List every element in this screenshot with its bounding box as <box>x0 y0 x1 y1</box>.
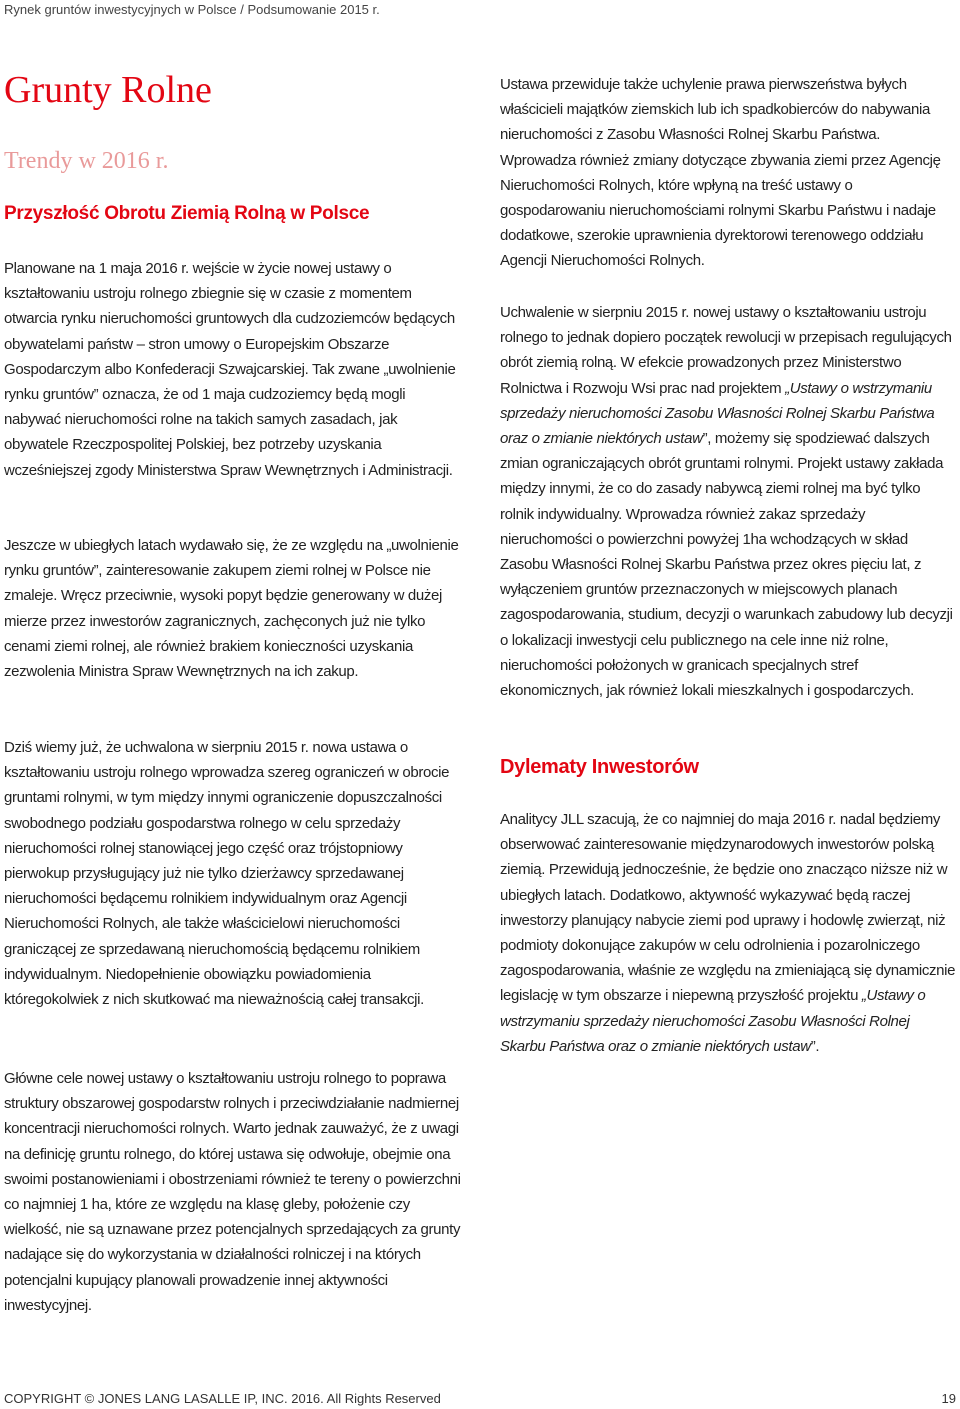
text-run: ”. <box>810 1037 820 1055</box>
italic-title: „Ustawy o wstrzymaniu sprzedaży nieruchomości Zasobu Własności Rolnej Skarbu Państwa oraz o zmianie niektórych ustaw <box>500 379 935 448</box>
text-run: Uchwalenie w sierpniu 2015 r. nowej ustawy o kształtowaniu ustroju rolnego to jednak dopiero początek rewolucji w przepisach regulujących obrót ziemią rolną. W efekcie prowadzonych przez Ministerstwo Rolnictwa i Rozwoju Wsi prac nad projektem <box>500 304 952 397</box>
paragraph-text: Dziś wiemy już, że uchwalona w sierpniu 2015 r. nowa ustawa o kształtowaniu ustroju rolnego wprowadza szereg ograniczeń w obrocie gruntami rolnymi, w tym między innymi ograniczenie dopuszczalności swobodnego podziału gospodarstwa rolnego w celu sprzedaży nieruchomości rolnej stanowiącej jego część oraz trójstopniowy pierwokup przysługujący już nie tylko dzierżawcy sprzedawanej nieruchomości będącemu rolnikiem indywidualnym oraz Agencji Nieruchomości Rolnych, ale także właścicielowi nieruchomości graniczącej ze sprzedawaną nieruchomością będącemu rolnikiem indywidualnym. Niedopełnienie obowiązku powiadomienia któregokolwiek z nich skutkować ma nieważnością całej transakcji. <box>4 739 450 1009</box>
paragraph-text: Jeszcze w ubiegłych latach wydawało się, że ze względu na „uwolnienie rynku gruntów”, zainteresowanie zakupem ziemi rolnej w Polsce nie zmaleje. Wręcz przeciwnie, wysoki popyt będzie generowany w dużej mierze przez inwestorów zagranicznych, zachęconych już nie tylko cenami ziemi rolnej, ale również brakiem konieczności uzyskania zezwolenia Ministra Spraw Wewnętrznych na ich zakup. <box>4 537 459 681</box>
paragraph-text: Główne cele nowej ustawy o kształtowaniu ustroju rolnego to poprawa struktury obszarowej gospodarstw rolnych i przeciwdziałanie nadmiernej koncentracji nieruchomości rolnych. Warto jednak zauważyć, że z uwagi na definicję gruntu rolnego, do której ustawa się odwołuje, obejmie ona swoimi postanowieniami i obostrzeniami również te tereny o powierzchni co najmniej 1 ha, które ze względu na klasę gleby, położenie czy wielkość, nie są uznawane przez potencjalnych sprzedających za grunty nadające się do wykorzystania w działalności rolniczej i na których potencjalni kupujący planowali prowadzenie innej aktywności inwestycyjnej. <box>4 1070 461 1314</box>
left-paragraph-3 <box>4 735 464 1012</box>
paragraph-text: Planowane na 1 maja 2016 r. wejście w życie nowej ustawy o kształtowaniu ustroju rolnego zbiegnie się w czasie z momentem otwarcia rynku nieruchomości gruntowych dla cudzoziemców będących obywatelami państw – stron umowy o Europejskim Obszarze Gospodarczym albo Konfederacji Szwajcarskiej. Tak zwane „uwolnienie rynku gruntów” oznacza, że od 1 maja cudzoziemcy będą mogli nabywać nieruchomości rolne na takich samych zasadach, jak obywatele Rzeczpospolitej Polskiej, bez potrzeby uzyskania wcześniejszej zgody Ministerstwa Spraw Wewnętrznych i Administracji. <box>4 260 456 479</box>
footer-copyright: COPYRIGHT © JONES LANG LASALLE IP, INC. 2016. All Rights Reserved <box>4 1391 441 1406</box>
left-paragraph-4 <box>4 1066 464 1318</box>
paragraph-text: Ustawa przewiduje także uchylenie prawa pierwszeństwa byłych właścicieli majątków ziemskich lub ich spadkobierców do nabywania nieruchomości z Zasobu Własności Rolnej Skarbu Państwa. Wprowadza również zmiany dotyczące zbywania ziemi przez Agencję Nieruchomości Rolnych, które wpłyną na treść ustawy o gospodarowaniu nieruchomościami rolnymi Skarbu Państwu i nadaje dodatkowe, szerokie uprawnienia dyrektorowi terenowego oddziału Agencji Nieruchomości Rolnych. <box>500 76 941 270</box>
left-paragraph-1 <box>4 256 464 483</box>
running-header: Rynek gruntów inwestycyjnych w Polsce / Podsumowanie 2015 r. <box>4 2 380 17</box>
text-run: ”, możemy się spodziewać dalszych zmian ograniczających obrót gruntami rolnymi. Projekt ustawy zakłada między innymi, że co do zasady nabywcą ziemi rolnej ma być tylko rolnik indywidualny. Wprowadza również zakaz sprzedaży nieruchomości o powierzchni powyżej 1ha wchodzących w skład Zasobu Własności Rolnej Skarbu Państwa przez okres pięciu lat, z wyłączeniem gruntów przeznaczonych w miejscowych planach zagospodarowania, studium, decyzji o warunkach zabudowy lub decyzji o lokalizacji inwestycji celu publicznego na cele inne niż rolne, nieruchomości położonych w granicach specjalnych stref ekonomicznych, jak również lokali mieszkalnych i gospodarczych. <box>500 430 953 700</box>
left-paragraph-2 <box>4 533 464 684</box>
italic-title: „Ustawy o wstrzymaniu sprzedaży nieruchomości Zasobu Własności Rolnej Skarbu Państwa oraz o zmianie niektórych ustaw <box>500 987 926 1055</box>
right-paragraph-2 <box>500 300 956 703</box>
section-heading-future: Przyszłość Obrotu Ziemią Rolną w Polsce <box>4 203 370 224</box>
paragraph-text <box>500 300 956 703</box>
text-run: Analitycy JLL szacują, że co najmniej do maja 2016 r. nadal będziemy obserwować zainteresowanie międzynarodowych inwestorów polską ziemią. Przewidują jednocześnie, że będzie ono znacząco niższe niż w ubiegłych latach. Dodatkowo, aktywność wykazywać będą raczej inwestorzy planujący nabycie ziemi pod uprawy i hodowlę zwierząt, niż podmioty dokonujące zakupów w celu odrolnienia i pozarolniczego zagospodarowania, właśnie ze względu na zmieniającą się dynamicznie legislację w tym obszarze i niepewną przyszłość projektu <box>500 811 956 1005</box>
page-number: 19 <box>941 1391 956 1406</box>
paragraph-text <box>500 807 956 1059</box>
right-paragraph-1 <box>500 72 956 274</box>
page-title: Grunty Rolne <box>4 69 212 111</box>
right-paragraph-3 <box>500 807 956 1059</box>
section-heading-investors: Dylematy Inwestorów <box>500 756 699 778</box>
page-subtitle: Trendy w 2016 r. <box>4 148 169 174</box>
